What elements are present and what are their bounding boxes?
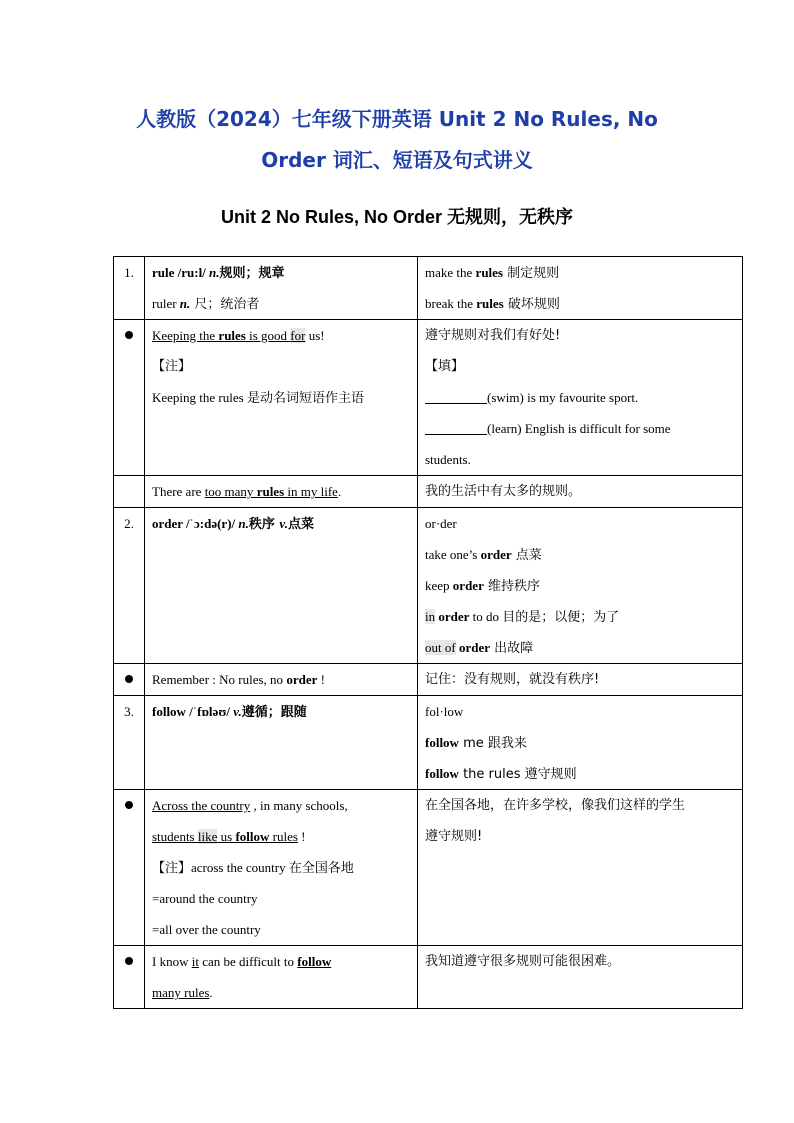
fill-text: (learn) English is difficult for some [487,421,671,436]
table-row [114,320,743,476]
example-cell [145,946,418,1009]
phrase-meaning: 破坏规则 [503,297,560,312]
phrase-keyword: order [452,578,484,593]
example-sentence-line2 [152,977,410,1008]
word-cell [145,508,418,664]
translation-cell [418,320,743,476]
bullet-icon [125,675,133,683]
phrase [425,758,735,789]
word-phonetic: order /ˈɔ:də(r)/ [152,516,239,531]
fill-blank [425,420,487,435]
phrase [425,257,735,288]
phrase-text: make the [425,265,476,280]
phrase-cell [418,696,743,790]
word-meaning: 规则；规章 [219,266,285,281]
translation: 我知道遵守很多规则可能很困难。 [425,954,621,969]
phrase-keyword: order [435,609,470,624]
sentence-part: us! [305,328,325,343]
translation: 遵守规则对我们有好处! [425,328,561,343]
example-sentence [152,664,410,695]
word-cell [145,696,418,790]
table-row [114,696,743,790]
sentence-part: Remember : No rules, no [152,672,287,687]
fill-exercise-1 [425,382,735,413]
translation-line2: 遵守规则! [425,829,483,844]
row-number-cell [114,696,145,790]
phrase [425,570,735,601]
table-row [114,508,743,664]
phrase-keyword: rules [475,265,503,280]
word-entry [152,508,410,539]
translation-cell [418,790,743,946]
sentence-keyword: follow [235,829,270,844]
word-phonetic: rule /ru:l/ [152,265,210,280]
sentence-keyword: follow [297,954,332,969]
sentence-part: rules [269,829,298,844]
phrase [425,601,735,632]
sentence-highlight: like [197,829,218,844]
fill-text: (swim) is my favourite sport. [487,390,639,405]
related-word [152,288,410,319]
sentence-part: ! [317,672,325,687]
phrase-meaning: 点菜 [511,548,542,563]
phrase [425,632,735,663]
fill-exercise-2-cont: students. [425,452,471,467]
syllables: or·der [425,516,457,531]
phrase-text: take one’s [425,547,481,562]
example-cell [145,664,418,696]
doc-title-line1: 人教版（2024）七年级下册英语 Unit 2 No Rules, No [136,107,658,131]
syllables: fol·low [425,704,464,719]
bullet-cell [114,664,145,696]
table-row [114,946,743,1009]
phrase-text: break the [425,296,477,311]
word-pos: v. [233,704,242,719]
table-row [114,664,743,696]
phrase-highlight: out of [425,640,456,655]
bullet-cell [114,790,145,946]
translation: 记住：没有规则，就没有秩序! [425,672,600,687]
sentence-part: I know [152,954,192,969]
row-number-cell [114,508,145,664]
translation-cell [418,664,743,696]
sentence-part: Keeping the [152,328,219,343]
related-word-pos: n. [179,296,191,311]
example-sentence [152,476,410,507]
translation-cell [418,946,743,1009]
word-pos: n. [209,265,220,280]
word-cell [145,257,418,320]
translation: 我的生活中有太多的规则。 [425,484,582,499]
word-pos: v. [279,516,288,531]
table-row [114,476,743,508]
note-text: 【注】across the country 在全国各地 [152,860,354,875]
sentence-part: us [217,829,236,844]
sentence-part: . [337,484,342,499]
word-entry [152,257,410,288]
phrase-meaning: the rules 遵守规则 [458,767,577,782]
sentence-part: ! [297,829,306,844]
fill-label: 【填】 [425,359,465,374]
sentence-keyword: rules [256,484,285,499]
word-pos: n. [238,516,249,531]
phrase-keyword: order [480,547,512,562]
example-sentence-line1 [152,790,410,821]
doc-subtitle: Unit 2 No Rules, No Order 无规则，无秩序 [220,207,574,227]
row-number: 2. [124,516,134,531]
note-label: 【注】 [152,359,192,374]
phrase-text: keep [425,578,453,593]
fill-exercise-2 [425,413,735,444]
phrase [425,288,735,319]
example-sentence-line2 [152,821,410,852]
phrase-cell [418,257,743,320]
sentence-part: it [191,954,199,969]
phrase-keyword: order [455,640,490,655]
sentence-part: many rules [152,985,210,1000]
phrase [425,539,735,570]
example-cell [145,476,418,508]
example-cell [145,320,418,476]
sentence-part: Across the country [152,798,251,813]
sentence-part: . [209,985,213,1000]
row-number-cell [114,257,145,320]
vocab-table [113,256,743,1009]
word-meaning: 遵循；跟随 [241,705,307,720]
word-meaning: 秩序 [248,517,280,532]
word-entry [152,696,410,727]
empty-cell [114,476,145,508]
fill-blank [425,389,487,404]
phrase [425,727,735,758]
sentence-part: There are [152,484,205,499]
sentence-part: is good [245,328,291,343]
phrase-keyword: follow [425,766,459,781]
phrase-meaning: 维持秩序 [483,579,540,594]
example-sentence-line1 [152,946,410,977]
example-cell [145,790,418,946]
phrase-meaning: 制定规则 [503,266,560,281]
related-word-meaning: 尺；统治者 [190,297,260,312]
bullet-icon [125,801,133,809]
sentence-part: in my life [284,484,338,499]
table-row [114,257,743,320]
related-word-text: ruler [152,296,180,311]
row-number: 3. [124,704,134,719]
example-sentence [152,320,410,351]
bullet-cell [114,320,145,476]
phrase-cell [418,508,743,664]
translation-line1: 在全国各地，在许多学校，像我们这样的学生 [425,798,686,813]
phrase-meaning: me 跟我来 [458,736,527,751]
note-text: Keeping the rules 是动名词短语作主语 [152,390,364,405]
sentence-keyword: order [286,672,318,687]
word-phonetic: follow /ˈfɒləʊ/ [152,704,234,719]
sentence-part: can be difficult to [198,954,298,969]
sentence-highlight: for [290,328,306,343]
equivalent-phrase: =all over the country [152,922,261,937]
sentence-part: students [152,829,198,844]
sentence-keyword: rules [218,328,246,343]
table-row [114,790,743,946]
sentence-part: , in many schools, [250,798,348,813]
equivalent-phrase: =around the country [152,891,258,906]
translation-cell [418,476,743,508]
word-meaning: 点菜 [287,517,314,532]
phrase-keyword: rules [476,296,504,311]
phrase-keyword: follow [425,735,459,750]
bullet-icon [125,331,133,339]
phrase-meaning: 出故障 [490,641,534,656]
doc-title-line2: Order 词汇、短语及句式讲义 [261,148,533,172]
phrase-highlight: in [425,609,436,624]
bullet-icon [125,957,133,965]
row-number: 1. [124,265,134,280]
bullet-cell [114,946,145,1009]
sentence-part: too many [204,484,257,499]
phrase-meaning: to do 目的是；以便；为了 [469,609,620,624]
